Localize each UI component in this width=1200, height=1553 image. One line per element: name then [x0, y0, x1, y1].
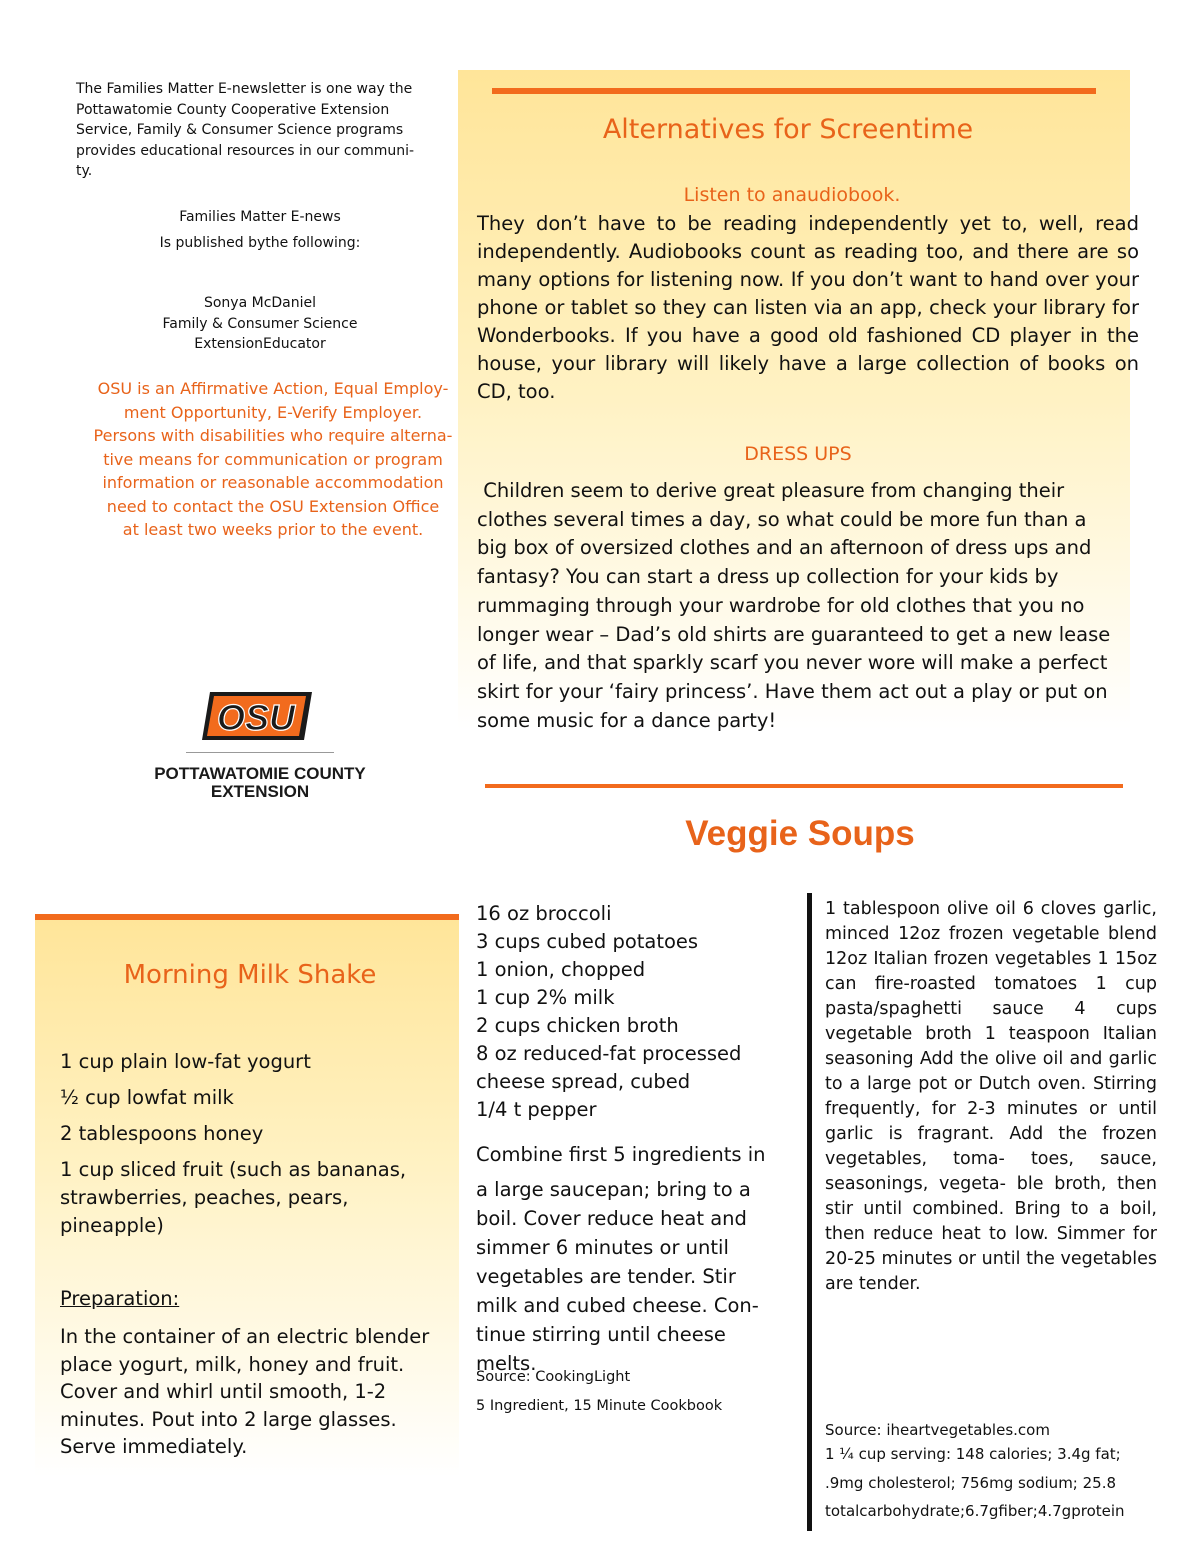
- intro-line: The Families Matter E-newsletter is one way the: [76, 81, 413, 97]
- veggie-soups-heading: Veggie Soups: [685, 814, 915, 853]
- nutrition-line: totalcarbohydrate;6.7gfiber;4.7gprotein: [825, 1502, 1125, 1520]
- dressups-line: big box of oversized clothes and an afternoon of dress ups and: [477, 536, 1092, 560]
- method-line: a large saucepan; bring to a: [476, 1178, 751, 1201]
- dressups-body: [477, 477, 1139, 735]
- method-line: tinue stirring until cheese: [476, 1323, 726, 1346]
- vegetable-source: Source: iheartvegetables.com: [825, 1421, 1050, 1439]
- ingredient-item: 2 cups chicken broth: [476, 1014, 679, 1037]
- method-line: melts.: [476, 1352, 537, 1375]
- author-block: [60, 293, 460, 355]
- logo-divider: [186, 752, 334, 753]
- milkshake-heading: Morning Milk Shake: [123, 960, 377, 990]
- audiobook-body: They don’t have to be reading independently yet to, well, read independently. Audiobooks count as reading too, and there are so many options for listening now. If you don’t want to hand over your phone or tablet so they can listen via an app, check your library for Wonderbooks. If you have a good old fashioned CD player in the house, your library will likely have a large collection of books on CD, too.: [477, 212, 1139, 403]
- nutrition-line: 1 ¼ cup serving: 148 calories; 3.4g fat;: [825, 1445, 1121, 1463]
- ingredient-item: 1 cup sliced fruit (such as bananas, strawberries, peaches, pears, pineapple): [60, 1158, 407, 1237]
- milkshake-ingredients: [60, 1048, 455, 1248]
- eeo-line: tive means for communication or program: [103, 449, 443, 469]
- nutrition-info: [825, 1440, 1165, 1526]
- method-line: milk and cubed cheese. Con-: [476, 1294, 759, 1317]
- eeo-statement: [78, 377, 468, 542]
- preparation-body: In the container of an electric blender place yogurt, milk, honey and fruit. Cover and whirl until smooth, 1-2 minutes. Pout into 2 large glasses. Serve immediately.: [60, 1325, 430, 1458]
- dressups-line: rummaging through your wardrobe for old clothes that you no: [477, 593, 1085, 617]
- dressups-line: fantasy? You can start a dress up collection for your kids by: [477, 565, 1059, 589]
- section-rule: [485, 784, 1123, 788]
- dressups-line: of life, and that sparkly scarf you never wore will make a perfect: [477, 651, 1108, 675]
- broccoli-source: Source: CookingLight: [476, 1369, 631, 1385]
- logo-line2: EXTENSION: [210, 782, 310, 801]
- eeo-line: OSU is an Affirmative Action, Equal Employ-: [97, 379, 449, 398]
- broccoli-method: [476, 1140, 786, 1378]
- dressups-line: Children seem to derive great pleasure from changing their: [477, 479, 1065, 502]
- broccoli-ingredients: [476, 900, 796, 1124]
- author-title: Family & Consumer Science: [162, 315, 358, 332]
- logo-text: [130, 765, 390, 801]
- intro-line: ty.: [76, 163, 93, 179]
- method-line: boil. Cover reduce heat and: [476, 1207, 747, 1230]
- ingredient-item: 1 cup 2% milk: [476, 986, 615, 1009]
- section-rule: [492, 88, 1096, 94]
- ingredient-item: 16 oz broccoli: [476, 902, 612, 925]
- broccoli-source-book: 5 Ingredient, 15 Minute Cookbook: [476, 1398, 723, 1414]
- method-line: simmer 6 minutes or until: [476, 1236, 729, 1259]
- intro-line: provides educational resources in our communi-: [76, 142, 415, 159]
- intro-block: [76, 79, 436, 182]
- osu-logo-icon: [200, 688, 316, 744]
- publisher-block: [60, 207, 460, 253]
- eeo-line: at least two weeks prior to the event.: [122, 520, 424, 539]
- eeo-line: ment Opportunity, E-Verify Employer.: [123, 402, 423, 422]
- vegetable-soup-recipe: 1 tablespoon olive oil 6 cloves garlic, minced 12oz frozen vegetable blend 12oz Italian frozen vegetables 1 15oz can fire-roasted tomatoes 1 cup pasta/spaghetti sauce 4 cups vegetable broth 1 teaspoon Italian seasoning Add the olive oil and garlic to a large pot or Dutch oven. Stirring frequently, for 2-3 minutes or until garlic is fragrant. Add the frozen vegetables, toma- toes, sauce, seasonings, vegeta- ble broth, then stir until combined. Bring to a boil, then reduce heat to low. Simmer for 20-25 minutes or until the vegetables are tender.: [825, 899, 1157, 1294]
- dressups-line: clothes several times a day, so what could be more fun than a: [477, 507, 1087, 531]
- nutrition-line: .9mg cholesterol; 756mg sodium; 25.8: [825, 1473, 1117, 1492]
- preparation-label: Preparation:: [60, 1287, 180, 1310]
- method-line: vegetables are tender. Stir: [476, 1265, 736, 1288]
- logo-line1: POTTAWATOMIE COUNTY: [154, 764, 366, 783]
- ingredient-item: 1 cup plain low-fat yogurt: [60, 1050, 311, 1073]
- author-name: Sonya McDaniel: [203, 295, 317, 311]
- ingredient-item: ½ cup lowfat milk: [60, 1086, 234, 1109]
- screentime-heading: Alternatives for Screentime: [602, 114, 974, 145]
- publisher-line: Is published bythe following:: [159, 234, 361, 251]
- column-divider: [807, 893, 812, 1531]
- publisher-line: Families Matter E-news: [179, 209, 341, 225]
- method-line: Combine first 5 ingredients in: [476, 1143, 766, 1166]
- ingredient-item: 8 oz reduced-fat processed cheese spread, cubed: [476, 1042, 742, 1093]
- intro-line: Service, Family & Consumer Science programs: [76, 122, 404, 138]
- section-rule: [35, 914, 459, 920]
- eeo-line: information or reasonable accommodation: [102, 473, 444, 492]
- audiobook-heading: Listen to anaudiobook.: [683, 184, 901, 206]
- author-title: ExtensionEducator: [194, 336, 326, 352]
- ingredient-item: 1/4 t pepper: [476, 1098, 597, 1121]
- eeo-line: Persons with disabilities who require alterna-: [93, 426, 453, 445]
- logo-mark: OSU: [216, 697, 296, 738]
- ingredient-item: 3 cups cubed potatoes: [476, 930, 699, 953]
- dressups-line: some music for a dance party!: [477, 708, 777, 732]
- dressups-heading: DRESS UPS: [744, 443, 852, 465]
- ingredient-item: 2 tablespoons honey: [60, 1122, 264, 1145]
- intro-line: Pottawatomie County Cooperative Extension: [76, 101, 390, 118]
- dressups-line: longer wear – Dad’s old shirts are guaranteed to get a new lease: [477, 622, 1111, 646]
- eeo-line: need to contact the OSU Extension Office: [106, 496, 440, 516]
- dressups-line: skirt for your ‘fairy princess’. Have them act out a play or put on: [477, 679, 1108, 703]
- ingredient-item: 1 onion, chopped: [476, 958, 646, 981]
